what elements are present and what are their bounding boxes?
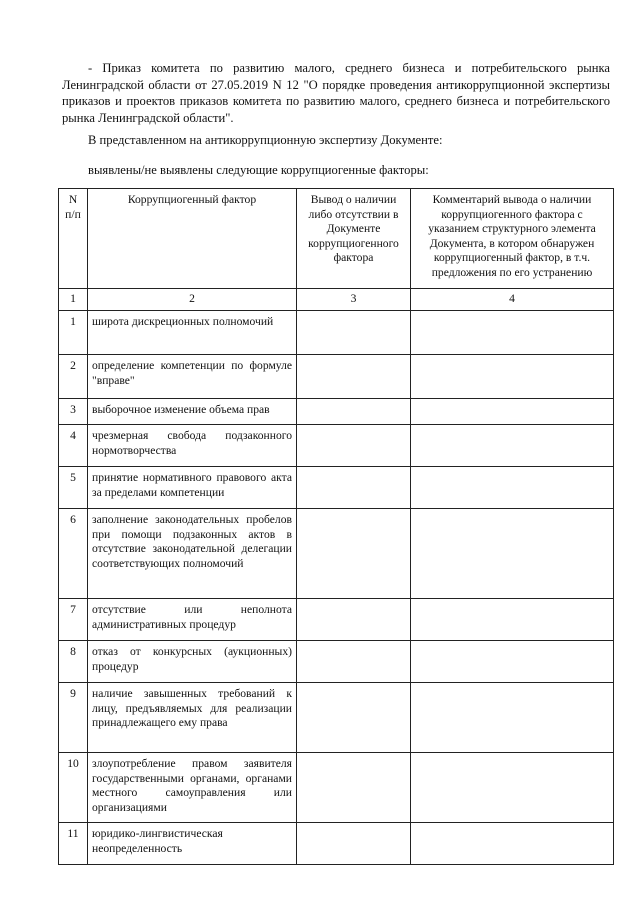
corruption-factors-table: [58, 188, 614, 865]
factor-name: широта дискреционных полномочий: [88, 311, 297, 355]
factor-name: выборочное изменение объема прав: [88, 399, 297, 425]
table-row: [59, 425, 614, 467]
table-row: [59, 311, 614, 355]
conclusion-cell: [297, 641, 411, 683]
row-number: 6: [59, 509, 88, 599]
factor-name: чрезмерная свобода подзаконного нормотворчества: [88, 425, 297, 467]
comment-cell: [411, 509, 614, 599]
comment-cell: [411, 425, 614, 467]
comment-cell: [411, 683, 614, 753]
table-row: [59, 509, 614, 599]
header-conclusion: Вывод о наличии либо отсутствии в Документе коррупциогенного фактора: [297, 189, 411, 289]
table-row: [59, 467, 614, 509]
comment-cell: [411, 399, 614, 425]
comment-cell: [411, 355, 614, 399]
conclusion-cell: [297, 823, 411, 865]
row-number: 4: [59, 425, 88, 467]
header-factor: Коррупциогенный фактор: [88, 189, 297, 289]
table-row: [59, 641, 614, 683]
table-row: [59, 823, 614, 865]
comment-cell: [411, 753, 614, 823]
row-number: 10: [59, 753, 88, 823]
header-number: N п/п: [59, 189, 88, 289]
header-comment: Комментарий вывода о наличии коррупциогенного фактора с указанием структурного элемента Документа, в котором обнаружен коррупциогенный фактор, в т.ч. предложения по его устранению: [411, 189, 614, 289]
factor-rows: [59, 311, 614, 865]
factor-name: злоупотребление правом заявителя государственными органами, органами местного самоуправления или организациями: [88, 753, 297, 823]
factor-name: отсутствие или неполнота административных процедур: [88, 599, 297, 641]
conclusion-cell: [297, 753, 411, 823]
row-number: 11: [59, 823, 88, 865]
conclusion-cell: [297, 683, 411, 753]
conclusion-cell: [297, 509, 411, 599]
factor-name: заполнение законодательных пробелов при помощи подзаконных актов в отсутствие законодательной делегации соответствующих полномочий: [88, 509, 297, 599]
row-number: 8: [59, 641, 88, 683]
conclusion-cell: [297, 355, 411, 399]
column-number: 1: [59, 289, 88, 311]
conclusion-cell: [297, 467, 411, 509]
conclusion-cell: [297, 311, 411, 355]
factor-name: отказ от конкурсных (аукционных) процедур: [88, 641, 297, 683]
column-number: 4: [411, 289, 614, 311]
table-row: [59, 683, 614, 753]
comment-cell: [411, 311, 614, 355]
table-row: [59, 355, 614, 399]
table-row: [59, 399, 614, 425]
intro-paragraph: - Приказ комитета по развитию малого, среднего бизнеса и потребительского рынка Ленинградской области от 27.05.2019 N 12 "О порядке проведения антикоррупционной экспертизы приказов и проектов приказов комитета по развитию малого, среднего бизнеса и потребительского рынка Ленинградской области".: [62, 61, 610, 125]
factor-name: юридико-лингвистическая неопределенность: [88, 823, 297, 865]
factor-name: принятие нормативного правового акта за пределами компетенции: [88, 467, 297, 509]
comment-cell: [411, 467, 614, 509]
table-row: [59, 599, 614, 641]
row-number: 1: [59, 311, 88, 355]
conclusion-cell: [297, 425, 411, 467]
row-number: 5: [59, 467, 88, 509]
factors-statement: выявлены/не выявлены следующие коррупциогенные факторы:: [88, 163, 429, 177]
factor-name: определение компетенции по формуле "вправе": [88, 355, 297, 399]
table-row: [59, 753, 614, 823]
column-number: 3: [297, 289, 411, 311]
document-statement: В представленном на антикоррупционную экспертизу Документе:: [88, 133, 443, 147]
conclusion-cell: [297, 399, 411, 425]
table-header-row: [59, 189, 614, 289]
comment-cell: [411, 599, 614, 641]
comment-cell: [411, 641, 614, 683]
comment-cell: [411, 823, 614, 865]
factor-name: наличие завышенных требований к лицу, предъявляемых для реализации принадлежащего ему права: [88, 683, 297, 753]
row-number: 9: [59, 683, 88, 753]
column-number: 2: [88, 289, 297, 311]
column-number-row: [59, 289, 614, 311]
row-number: 3: [59, 399, 88, 425]
row-number: 2: [59, 355, 88, 399]
conclusion-cell: [297, 599, 411, 641]
row-number: 7: [59, 599, 88, 641]
